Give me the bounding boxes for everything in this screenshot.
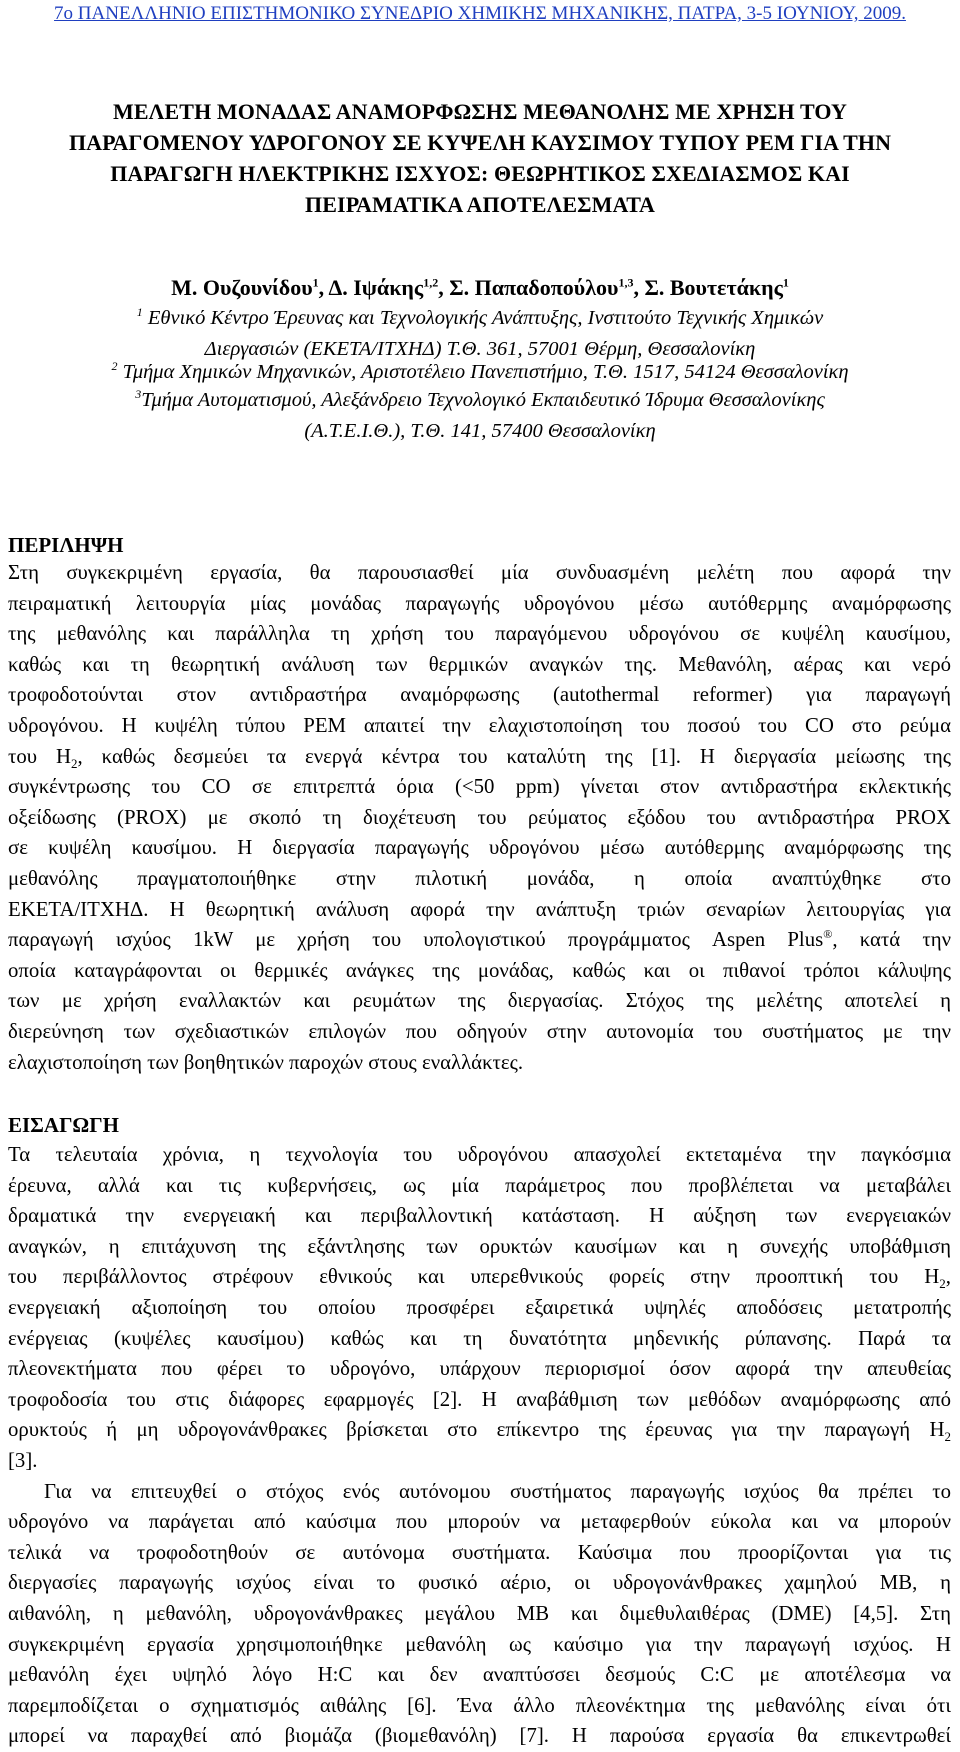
conference-header: 7ο ΠΑΝΕΛΛΗΝΙΟ ΕΠΙΣΤΗΜΟΝΙΚΟ ΣΥΝΕΔΡΙΟ ΧΗΜΙΚΗΣ ΜΗΧΑΝΙΚΗΣ, ΠΑΤΡΑ, 3-5 ΙΟΥΝΙΟΥ, 2009.: [54, 3, 906, 24]
title-line: ΠΕΙΡΑΜΑΤΙΚΑ ΑΠΟΤΕΛΕΣΜΑΤΑ: [305, 192, 655, 217]
author-name: , Δ. Ιψάκης: [318, 275, 424, 300]
intro-body: [8, 1140, 951, 1752]
text-line: τροφοδοτούνται στον αντιδραστήρα αναμόρφωσης (autothermal reformer) για παραγωγή: [8, 683, 951, 707]
text-line: μπορεί να παραχθεί από βιομάζα (βιομεθανόλη) [7]. Η παρούσα εργασία θα επικεντρωθεί: [8, 1724, 951, 1748]
text-line: σε κυψέλη καυσίμου. Η διεργασία παραγωγής υδρογόνου μέσω αυτόθερμης αναμόρφωσης της: [8, 836, 951, 860]
text-line: μεθανόλη έχει υψηλό λόγο H:C και δεν αναπτύσσει δεσμούς C:C με αποτέλεσμα να: [8, 1663, 951, 1687]
text-line: Για να επιτευχθεί ο στόχος ενός αυτόνομου συστήματος παραγωγής ισχύος θα πρέπει το: [44, 1479, 951, 1503]
affiliation-text: Εθνικό Κέντρο Έρευνας και Τεχνολογικής Ανάπτυξης, Ινστιτούτο Τεχνικής Χημικών: [142, 307, 824, 329]
affiliation-mark: 1,2: [423, 275, 439, 290]
text-line: ενέργειας (κυψέλες καυσίμου) καθώς και τη δυνατότητα μηδενικής ρύπανσης. Παρά τα: [8, 1326, 951, 1350]
text-line: Στη συγκεκριμένη εργασία, θα παρουσιασθεί μία συνδυασμένη μελέτη που αφορά την: [8, 561, 951, 584]
affiliation-text: Διεργασιών (ΕΚΕΤΑ/ΙΤΧΗΔ) Τ.Θ. 361, 57001 Θέρμη, Θεσσαλονίκη: [204, 338, 756, 360]
text-line: διεργασίες παραγωγής ισχύος είναι το φυσικό αέριο, οι υδρογονάνθρακες χαμηλού ΜΒ, η: [8, 1571, 951, 1595]
text-line: συγκεκριμένη εργασία χρησιμοποιήθηκε μεθανόλη ως καύσιμο για την παραγωγή ισχύος. Η: [8, 1632, 951, 1656]
affiliation-text: Τμήμα Χημικών Μηχανικών, Αριστοτέλειο Πανεπιστήμιο, Τ.Θ. 1517, 54124 Θεσσαλονίκη: [117, 361, 849, 383]
text-line: [3].: [8, 1448, 38, 1472]
intro-heading: ΕΙΣΑΓΩΓΗ: [8, 1113, 119, 1137]
author-name: Μ. Ουζουνίδου: [171, 275, 313, 300]
text-line: ενεργειακή αξιοποίηση του οποίου προσφέρει εξαιρετικά υψηλές αποδόσεις μετατροπής: [8, 1295, 951, 1319]
title-line: ΠΑΡΑΓΩΓΗ ΗΛΕΚΤΡΙΚΗΣ ΙΣΧΥΟΣ: ΘΕΩΡΗΤΙΚΟΣ ΣΧΕΔΙΑΣΜΟΣ ΚΑΙ: [110, 161, 850, 186]
text-line: αιθανόλη, η μεθανόλη, υδρογονάνθρακες μεγάλου ΜΒ και διμεθυλαιθέρας (DME) [4,5]. Στη: [8, 1601, 951, 1625]
text-line: υδρογόνο να παράγεται από καύσιμα που μπορούν να μεταφερθούν εύκολα και να μπορούν: [8, 1510, 951, 1534]
text-line: Τα τελευταία χρόνια, η τεχνολογία του υδρογόνου απασχολεί εκτεταμένα την παγκόσμια: [8, 1143, 951, 1166]
text-line: καθώς και τη θεωρητική ανάλυση των θερμικών αναγκών της. Μεθανόλη, αέρας και νερό: [8, 652, 951, 676]
text-line: τελικά να τροφοδοτηθούν σε αυτόνομα συστήματα. Καύσιμα που προορίζονται για τις: [8, 1540, 951, 1564]
text-line: οξείδωσης (PROX) με σκοπό τη διοχέτευση του ρεύματος εξόδου του αντιδραστήρα PROX: [8, 805, 951, 829]
text-line: ελαχιστοποίηση των βοηθητικών παροχών στους εναλλάκτες.: [8, 1050, 524, 1074]
text-line: δραματικά την ενεργειακή και περιβαλλοντική κατάσταση. Η αύξηση των ενεργειακών: [8, 1204, 951, 1228]
text-line: παρεμποδίζεται ο σχηματισμός αιθάλης [6]. Ένα άλλο πλεονέκτημα της μεθανόλης είναι ότι: [8, 1693, 951, 1717]
abstract-heading: ΠΕΡΙΛΗΨΗ: [8, 533, 124, 557]
text-line: αναγκών, η επιτάχυνση της εξάντλησης των ορυκτών καυσίμων και η συνεχής υποβάθμιση: [8, 1234, 951, 1258]
text-line: του $H_2$, καθώς δεσμεύει τα ενεργά κέντρα του καταλύτη της [1]. Η διεργασία μείωσης της: [8, 744, 951, 771]
affiliation-mark: 3: [135, 387, 142, 402]
text-line: της μεθανόλης και παράλληλα τη χρήση του παραγόμενου υδρογόνου σε κυψέλη καυσίμου,: [8, 622, 951, 646]
affiliation-mark: 1,3: [618, 275, 634, 290]
title-line: ΠΑΡΑΓΟΜΕΝΟΥ ΥΔΡΟΓΟΝΟΥ ΣΕ ΚΥΨΕΛΗ ΚΑΥΣΙΜΟΥ ΤΥΠΟΥ PEM ΓΙΑ ΤΗΝ: [68, 130, 892, 155]
text-line: διερεύνηση των σχεδιαστικών επιλογών που οδηγούν στην αυτονομία του συστήματος με την: [8, 1019, 951, 1043]
affiliation-text: (Α.Τ.Ε.Ι.Θ.), Τ.Θ. 141, 57400 Θεσσαλονίκη: [304, 420, 656, 442]
text-line: μεθανόλης πραγματοποιήθηκε στην πιλοτική μονάδα, η οποία αναπτύχθηκε στο: [8, 866, 951, 890]
paper-title: [40, 96, 920, 220]
text-line: συγκέντρωσης του CO σε επιτρεπτά όρια (<50 ppm) γίνεται στον αντιδραστήρα εκλεκτικής: [8, 775, 951, 799]
text-line: των με χρήση εναλλακτών και ρευμάτων της διεργασίας. Στόχος της μελέτης αποτελεί η: [8, 989, 951, 1013]
affiliation-mark: 1: [312, 275, 319, 290]
author-name: , Σ. Παπαδοπούλου: [438, 275, 619, 300]
text-line: του περιβάλλοντος στρέφουν εθνικούς και υπερεθνικούς φορείς στην προοπτική του $H_2$,: [8, 1265, 951, 1292]
title-line: ΜΕΛΕΤΗ ΜΟΝΑΔΑΣ ΑΝΑΜΟΡΦΩΣΗΣ ΜΕΘΑΝΟΛΗΣ ΜΕ ΧΡΗΣΗ ΤΟΥ: [113, 99, 847, 124]
affiliation-2: [20, 357, 940, 388]
text-line: ΕΚΕΤΑ/ΙΤΧΗΔ. Η θεωρητική ανάλυση αφορά την ανάπτυξη τριών σεναρίων λειτουργίας για: [8, 897, 951, 921]
abstract-body: [8, 558, 951, 1078]
affiliation-text: Τμήμα Αυτοματισμού, Αλεξάνδρειο Τεχνολογικό Εκπαιδευτικό Ίδρυμα Θεσσαλονίκης: [141, 389, 825, 411]
text-line: τροφοδοσία του στις διάφορες εφαρμογές [2]. Η αναβάθμιση των μεθόδων αναμόρφωσης από: [8, 1387, 951, 1411]
text-line: πειραματική λειτουργία μίας μονάδας παραγωγής υδρογόνου μέσω αυτόθερμης αναμόρφωσης: [8, 591, 951, 615]
text-line: παραγωγή ισχύος 1kW με χρήση του υπολογιστικού προγράμματος Aspen Plus®, κατά την: [8, 927, 951, 952]
text-line: έρευνα, αλλά και τις κυβερνήσεις, ως μία παράμετρος που προβλέπεται να μεταβάλει: [8, 1173, 951, 1197]
affiliation-1: [20, 303, 940, 365]
text-line: υδρογόνου. Η κυψέλη τύπου PEM απαιτεί την ελαχιστοποίηση του ποσού του CO στο ρεύμα: [8, 713, 951, 737]
text-line: οποία καταγράφονται οι θερμικές ανάγκες της μονάδας, καθώς και οι πιθανοί τρόποι κάλυψης: [8, 958, 951, 982]
affiliation-mark: 1: [136, 305, 143, 320]
affiliation-mark: 2: [111, 359, 118, 374]
affiliation-3: [20, 385, 940, 447]
text-line: πλεονεκτήματα που φέρει το υδρογόνο, υπάρχουν περιορισμοί όσον αφορά την απευθείας: [8, 1357, 951, 1381]
author-name: , Σ. Βουτετάκης: [633, 275, 783, 300]
author-list: [0, 275, 960, 301]
affiliation-mark: 1: [782, 275, 789, 290]
text-line: ορυκτούς ή μη υδρογονάνθρακες βρίσκεται στο επίκεντρο της έρευνας για την παραγωγή $H_2$: [8, 1418, 951, 1445]
